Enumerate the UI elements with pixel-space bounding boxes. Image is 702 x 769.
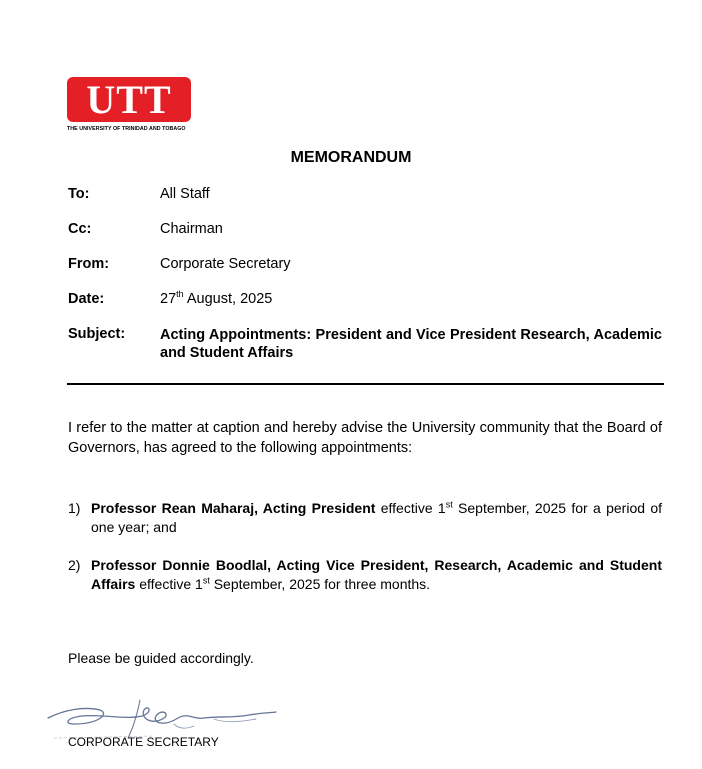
date-day: 27: [160, 291, 177, 307]
list-item-text: Professor Rean Maharaj, Acting President effective 1st September, 2025 for a period of one year; and: [91, 499, 662, 535]
utt-logo-tagline: THE UNIVERSITY OF TRINIDAD AND TOBAGO: [67, 126, 186, 132]
list-item-number: 1): [68, 500, 81, 516]
list-item-number: 2): [68, 557, 81, 573]
memo-title: MEMORANDUM: [290, 149, 412, 166]
from-label: From:: [68, 256, 110, 272]
date-label: Date:: [68, 291, 105, 307]
list-item: [68, 556, 662, 594]
list-item-text: Professor Donnie Boodlal, Acting Vice President, Research, Academic and Student Affairs effective 1st September, 2025 for three months.: [91, 557, 662, 592]
appointee-name: Professor Rean Maharaj, Acting President: [91, 500, 376, 516]
subject-label: Subject:: [68, 326, 126, 342]
cc-value: Chairman: [160, 221, 223, 237]
closing-line: Please be guided accordingly.: [68, 650, 254, 666]
header-divider: [67, 383, 664, 385]
date-suffix: th: [176, 289, 184, 300]
cc-label: Cc:: [68, 221, 92, 237]
intro-paragraph: I refer to the matter at caption and hereby advise the University community that the Board of Governors, has agreed to the following appointments:: [68, 420, 662, 456]
to-label: To:: [68, 186, 90, 202]
handwritten-signature: [44, 696, 278, 740]
from-value: Corporate Secretary: [160, 256, 291, 272]
to-value: All Staff: [160, 186, 210, 202]
date-value: [160, 291, 272, 307]
signatory-title: CORPORATE SECRETARY: [68, 735, 219, 749]
appointee-name: Professor Donnie Boodlal, Acting Vice President, Research, Academic and Student Affairs: [91, 557, 662, 592]
utt-logo-wordmark: UTT: [86, 76, 172, 122]
date-rest: August, 2025: [183, 291, 273, 307]
utt-logo: [67, 77, 195, 132]
subject-value: Acting Appointments: President and Vice President Research, Academic and Student Affairs: [160, 327, 662, 361]
utt-logo-box: [67, 77, 191, 122]
list-item: [68, 499, 662, 537]
